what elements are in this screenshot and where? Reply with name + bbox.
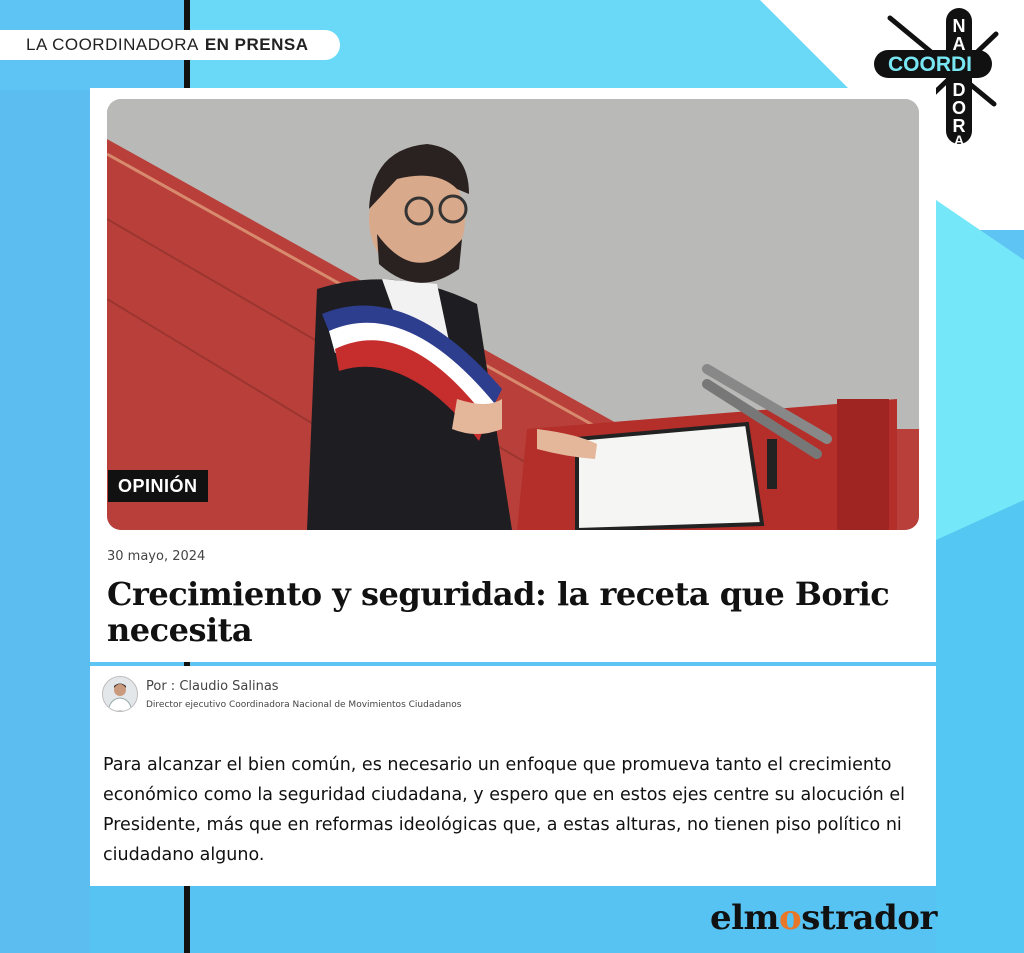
svg-text:O: O <box>951 98 967 118</box>
svg-text:A: A <box>952 34 966 54</box>
logo-text-horizontal: COORDI <box>888 53 972 76</box>
svg-text:A: A <box>953 132 965 146</box>
publisher-logo <box>710 898 937 938</box>
svg-text:N: N <box>952 16 966 36</box>
article-date: 30 mayo, 2024 <box>107 549 206 564</box>
svg-text:R: R <box>952 116 966 136</box>
section-label <box>0 30 340 60</box>
article-photo[interactable] <box>107 99 919 530</box>
article-headline[interactable]: Crecimiento y seguridad: la receta que Boric necesita <box>107 575 890 649</box>
author-avatar-illustration <box>103 677 137 711</box>
author-name[interactable]: Por : Claudio Salinas <box>146 679 279 694</box>
publisher-name-part1: elm <box>710 898 780 938</box>
article-excerpt: Para alcanzar el bien común, es necesario un enfoque que promueva tanto el crecimiento económico como la seguridad ciudadana, y espero que en estos ejes centre su alocución el Presidente, más que en reformas ideológicas que, a estas alturas, no tienen piso político ni ciudadano alguno. <box>103 755 905 865</box>
section-label-bold: EN PRENSA <box>204 35 309 54</box>
publisher-name-dot: o <box>779 898 802 938</box>
publisher-name-part2: strador <box>801 898 937 938</box>
author-role: Director ejecutivo Coordinadora Nacional de Movimientos Ciudadanos <box>146 700 462 710</box>
president-at-podium-illustration <box>107 99 919 530</box>
author-avatar <box>102 676 138 712</box>
svg-text:D: D <box>952 80 966 100</box>
category-badge[interactable]: OPINIÓN <box>108 470 208 502</box>
section-label-regular: LA COORDINADORA <box>26 35 199 54</box>
